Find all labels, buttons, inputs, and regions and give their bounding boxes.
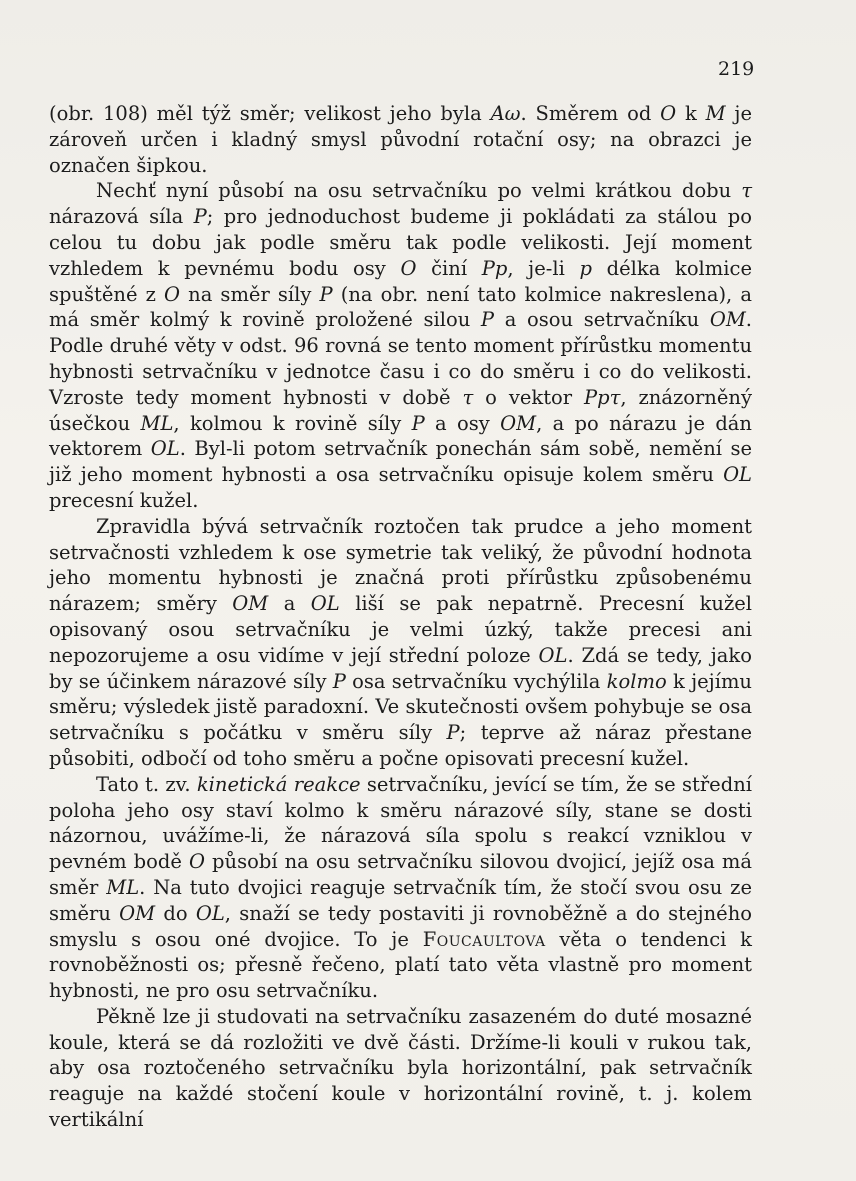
body-text bbox=[49, 101, 752, 1133]
text-run: do bbox=[155, 901, 196, 925]
text-run: Pěkně lze ji studovati na setrvačníku zasazeném do duté mosazné koule, která se dá rozložiti ve dvě části. Držíme-li kouli v rukou tak, aby osa roztočeného setrvačníku byla horizontální, pak setrvačník reaguje na každé stočení koule v horizontální rovině, t. j. kolem vertikální bbox=[49, 1004, 752, 1132]
text-run: a osou setrvačníku bbox=[494, 308, 710, 332]
italic-text: τ bbox=[462, 385, 474, 409]
text-run: a osy bbox=[424, 411, 501, 435]
italic-text: OL bbox=[195, 901, 225, 925]
text-run: , kolmou k rovině síly bbox=[173, 411, 412, 435]
italic-text: M bbox=[705, 102, 726, 125]
italic-text: O bbox=[164, 282, 181, 306]
text-run: , snaží se tedy postaviti ji rovnoběžně a do stejného smyslu s osou oné dvojice. To je bbox=[49, 901, 752, 951]
text-run: délka kolmice spuštěné z bbox=[49, 256, 752, 306]
italic-text: τ bbox=[741, 179, 752, 203]
text-run: . Směrem od bbox=[520, 102, 661, 125]
italic-text: Pp bbox=[481, 256, 508, 280]
italic-text: O bbox=[660, 102, 677, 125]
italic-text: OM bbox=[119, 901, 156, 925]
text-run: k bbox=[676, 102, 706, 125]
text-run: o vektor bbox=[473, 385, 584, 409]
italic-text: ML bbox=[106, 875, 140, 899]
text-run: Nechť nyní působí na osu setrvačníku po velmi krátkou dobu bbox=[96, 179, 742, 203]
italic-text: OM bbox=[709, 308, 746, 332]
text-run: působí na osu setrvačníku silovou dvojicí, jejíž osa má směr bbox=[49, 850, 752, 899]
paragraph bbox=[49, 1004, 752, 1133]
italic-text: P bbox=[332, 669, 346, 693]
page-number: 219 bbox=[718, 58, 755, 80]
text-run: je zároveň určen i kladný smysl původní rotační osy; na obrazci je označen šipkou. bbox=[49, 102, 752, 177]
text-run: . Podle druhé věty v odst. 96 rovná se tento moment přírůstku momentu hybnosti setrvačníku v jednotce času i co do směru i co do velikosti. Vzroste tedy moment hybnosti v době bbox=[49, 308, 752, 409]
paragraph bbox=[49, 514, 752, 772]
italic-text: OM bbox=[500, 411, 537, 435]
italic-text: p bbox=[579, 256, 592, 280]
italic-text: OL bbox=[723, 463, 752, 487]
text-run: . Na tuto dvojici reaguje setrvačník tím, že stočí svou osu ze směru bbox=[49, 875, 752, 925]
italic-text: Aω bbox=[490, 102, 521, 125]
paragraph bbox=[49, 178, 752, 513]
italic-text: P bbox=[319, 282, 333, 306]
text-run: na směr síly bbox=[180, 282, 320, 306]
italic-text: OL bbox=[538, 643, 568, 667]
text-run: precesní kužel. bbox=[49, 488, 199, 512]
text-run: a bbox=[268, 592, 311, 616]
text-run: Zpravidla bývá setrvačník roztočen tak prudce a jeho moment setrvačnosti vzhledem k ose symetrie tak veliký, že původní hodnota jeho momentu hybnosti je značná proti přírůstku způsobenému nárazem; směry bbox=[49, 514, 752, 616]
text-run: , je-li bbox=[507, 256, 580, 280]
italic-text: O bbox=[400, 256, 417, 280]
text-run: . Byl-li potom setrvačník ponechán sám sobě, nemění se již jeho moment hybnosti a osa setrvačníku opisuje kolem směru bbox=[49, 437, 753, 487]
text-run: věta o tendenci k rovnoběžnosti os; přesně řečeno, platí tato věta vlastně pro moment hybnosti, ne pro osu setrvačníku. bbox=[49, 927, 752, 1003]
text-run: k jejímu směru; výsledek jistě paradoxní. Ve skutečnosti ovšem pohybuje se osa setrvačníku s počátku v směru síly bbox=[49, 669, 752, 745]
italic-text: ML bbox=[140, 411, 174, 435]
italic-text: P bbox=[193, 205, 207, 229]
italic-text: kolmo bbox=[606, 669, 667, 693]
text-run: , a po nárazu je dán vektorem bbox=[49, 411, 752, 461]
text-run: . Zdá se tedy, jako by se účinkem nárazové síly bbox=[49, 643, 752, 693]
italic-text: P bbox=[480, 308, 495, 332]
italic-text: OL bbox=[310, 592, 340, 616]
italic-text: OM bbox=[232, 592, 269, 616]
text-run: činí bbox=[416, 256, 482, 280]
italic-text: Ppτ bbox=[584, 385, 621, 409]
paragraph bbox=[49, 772, 752, 1004]
italic-text: O bbox=[189, 850, 205, 874]
italic-text: kinetická reakce bbox=[196, 772, 361, 796]
text-run: osa setrvačníku vychýlila bbox=[345, 669, 607, 693]
italic-text: OL bbox=[150, 437, 180, 461]
paragraph bbox=[49, 101, 752, 178]
text-run: nárazová síla bbox=[49, 205, 194, 229]
italic-text: P bbox=[411, 411, 425, 435]
text-run: Tato t. zv. bbox=[96, 772, 197, 796]
text-run: (obr. 108) měl týž směr; velikost jeho byla bbox=[49, 102, 491, 125]
smallcaps-name: Foucaultova bbox=[422, 927, 546, 951]
text-run: ; teprve až náraz přestane působiti, odbočí od toho směru a počne opisovati precesní kužel. bbox=[49, 721, 752, 770]
text-run: (na obr. není tato kolmice nakreslena), a má směr kolmý k rovině proložené silou bbox=[49, 282, 752, 332]
text-run: , znázorněný úsečkou bbox=[49, 385, 752, 435]
text-run: ; pro jednoduchost budeme ji pokládati za stálou po celou tu dobu jak podle směru tak podle velikosti. Její moment vzhledem k pevnému bodu osy bbox=[49, 205, 752, 280]
text-run: setrvačníku, jevící se tím, že se střední poloha jeho osy staví kolmo k směru nárazové síly, stane se dosti názornou, uvážíme-li, že nárazová síla spolu s reakcí vzniklou v pevném bodě bbox=[49, 772, 752, 874]
italic-text: P bbox=[446, 721, 460, 745]
text-run: liší se pak nepatrně. Precesní kužel opisovaný osou setrvačníku je velmi úzký, takže precesi ani nepozorujeme a osu vidíme v její střední poloze bbox=[49, 592, 752, 667]
